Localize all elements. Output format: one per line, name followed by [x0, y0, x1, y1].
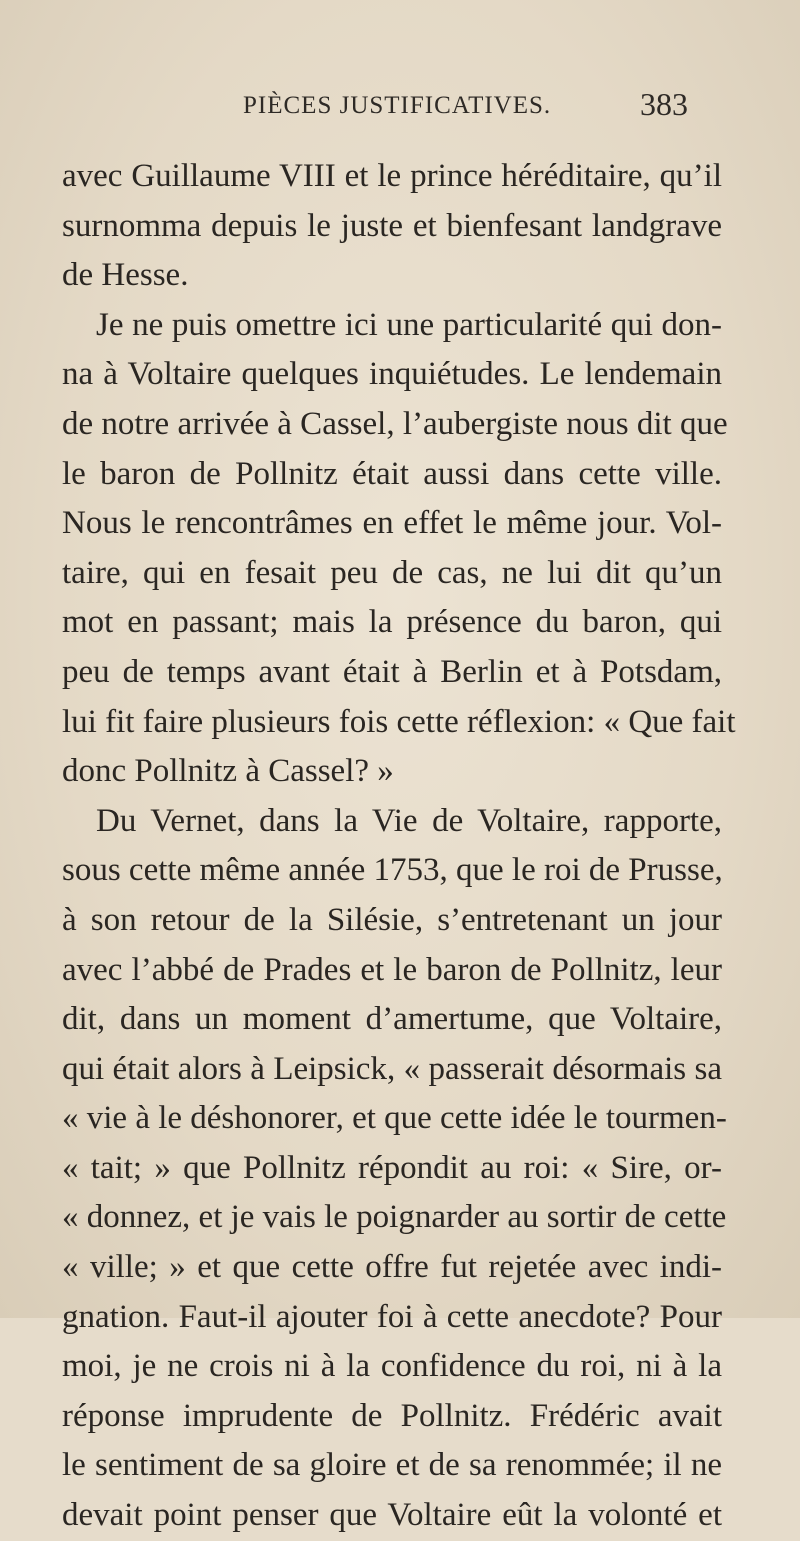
page-header [0, 86, 800, 132]
text-line: de notre arrivée à Cassel, l’aubergiste nous dit que [62, 405, 728, 442]
text-line: de Hesse. [62, 257, 189, 294]
text-line: « donnez, et je vais le poignarder au sortir de cette [62, 1199, 727, 1236]
text-line: qui était alors à Leipsick, « passerait désormais sa [62, 1050, 722, 1087]
text-line: moi, je ne crois ni à la confidence du roi, ni à la [62, 1348, 722, 1385]
text-line: peu de temps avant était à Berlin et à Potsdam, [62, 653, 722, 690]
text-line: donc Pollnitz à Cassel? » [62, 753, 394, 790]
text-line: surnomma depuis le juste et bienfesant landgrave [62, 207, 722, 244]
text-line: lui fit faire plusieurs fois cette réflexion: « Que fait [62, 703, 736, 740]
text-line: Nous le rencontrâmes en effet le même jour. Vol- [62, 505, 722, 542]
text-line: « vie à le déshonorer, et que cette idée le tourmen- [62, 1100, 727, 1137]
text-line: dit, dans un moment d’amertume, que Voltaire, [62, 1001, 722, 1038]
text-line: taire, qui en fesait peu de cas, ne lui dit qu’un [62, 554, 722, 591]
text-line: gnation. Faut-il ajouter foi à cette anecdote? Pour [62, 1298, 722, 1335]
text-line: sous cette même année 1753, que le roi de Prusse, [62, 852, 723, 889]
text-line: « tait; » que Pollnitz répondit au roi: « Sire, or- [62, 1149, 722, 1186]
text-line: « ville; » et que cette offre fut rejetée avec indi- [62, 1249, 722, 1286]
page-number: 383 [640, 86, 688, 122]
text-line: réponse imprudente de Pollnitz. Frédéric avait [62, 1397, 722, 1434]
paragraph-start-line: Du Vernet, dans la Vie de Voltaire, rapporte, [96, 802, 722, 839]
running-title: PIÈCES JUSTIFICATIVES. [243, 92, 552, 119]
text-line: à son retour de la Silésie, s’entretenant un jour [62, 901, 722, 938]
text-line: na à Voltaire quelques inquiétudes. Le lendemain [62, 356, 722, 393]
text-line: avec Guillaume VIII et le prince héréditaire, qu’il [62, 158, 722, 194]
body-text [62, 152, 736, 1541]
text-line: le sentiment de sa gloire et de sa renommée; il ne [62, 1447, 722, 1484]
paragraph-start-line: Je ne puis omettre ici une particularité qui don- [96, 306, 722, 343]
text-line: devait point penser que Voltaire eût la volonté et [62, 1497, 722, 1534]
text-line: mot en passant; mais la présence du baron, qui [62, 604, 722, 641]
text-line: le baron de Pollnitz était aussi dans cette ville. [62, 455, 722, 492]
text-line: avec l’abbé de Prades et le baron de Pollnitz, leur [62, 951, 722, 988]
